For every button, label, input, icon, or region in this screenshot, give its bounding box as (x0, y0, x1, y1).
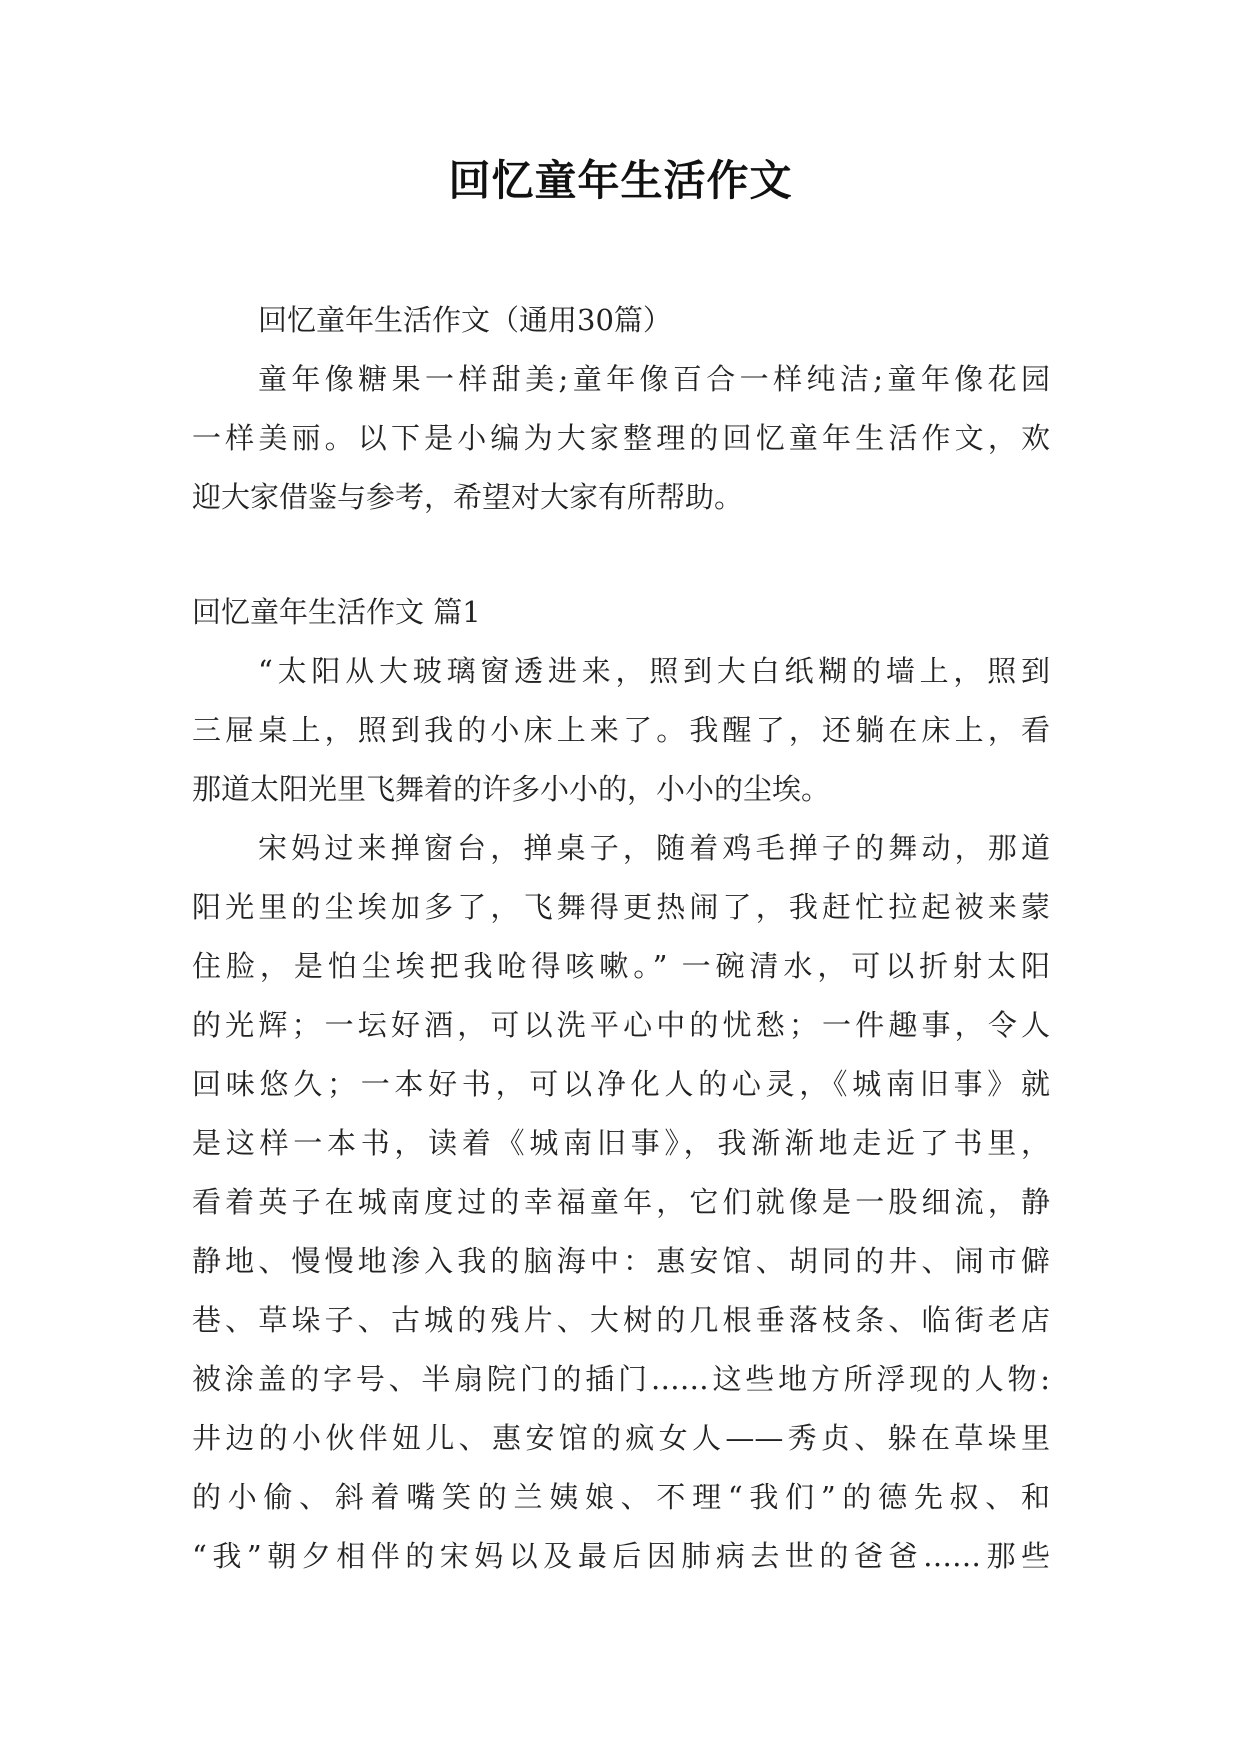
intro-line: 迎大家借鉴与参考，希望对大家有所帮助。 (192, 480, 744, 514)
intro-line: 一样美丽。以下是小编为大家整理的回忆童年生活作文，欢 (192, 421, 1050, 455)
paragraph-line: “太阳从大玻璃窗透进来，照到大白纸糊的墙上，照到 (258, 654, 1050, 688)
intro-line: 童年像糖果一样甜美;童年像百合一样纯洁;童年像花园 (258, 362, 1050, 396)
paragraph-line: 看着英子在城南度过的幸福童年，它们就像是一股细流，静 (192, 1185, 1050, 1219)
section-heading: 回忆童年生活作文 篇1 (192, 595, 481, 629)
paragraph-line: 回味悠久；一本好书，可以净化人的心灵，《城南旧事》就 (192, 1067, 1050, 1101)
paragraph-line: 三屉桌上，照到我的小床上来了。我醒了，还躺在床上，看 (192, 713, 1050, 747)
paragraph-line: 的光辉；一坛好酒，可以洗平心中的忧愁；一件趣事，令人 (192, 1008, 1050, 1042)
paragraph-line: 的小偷、斜着嘴笑的兰姨娘、不理“我们”的德先叔、和 (192, 1480, 1050, 1514)
paragraph-line: 阳光里的尘埃加多了，飞舞得更热闹了，我赶忙拉起被来蒙 (192, 890, 1050, 924)
paragraph-line: 宋妈过来掸窗台，掸桌子，随着鸡毛掸子的舞动，那道 (258, 831, 1050, 865)
page-title: 回忆童年生活作文 (448, 156, 793, 205)
paragraph-line: 静地、慢慢地渗入我的脑海中：惠安馆、胡同的井、闹市僻 (192, 1244, 1050, 1278)
document-subtitle: 回忆童年生活作文（通用30篇） (258, 303, 672, 337)
paragraph-line: 井边的小伙伴妞儿、惠安馆的疯女人——秀贞、躲在草垛里 (192, 1421, 1050, 1455)
paragraph-line: 被涂盖的字号、半扇院门的插门……这些地方所浮现的人物: (192, 1362, 1050, 1396)
paragraph-line: 住脸，是怕尘埃把我呛得咳嗽。” 一碗清水，可以折射太阳 (192, 949, 1050, 983)
paragraph-line: 巷、草垛子、古城的残片、大树的几根垂落枝条、临街老店 (192, 1303, 1050, 1337)
paragraph-line: “我”朝夕相伴的宋妈以及最后因肺病去世的爸爸……那些 (192, 1539, 1050, 1573)
paragraph-line: 那道太阳光里飞舞着的许多小小的，小小的尘埃。 (192, 772, 831, 806)
paragraph-line: 是这样一本书，读着《城南旧事》，我渐渐地走近了书里， (192, 1126, 1050, 1160)
